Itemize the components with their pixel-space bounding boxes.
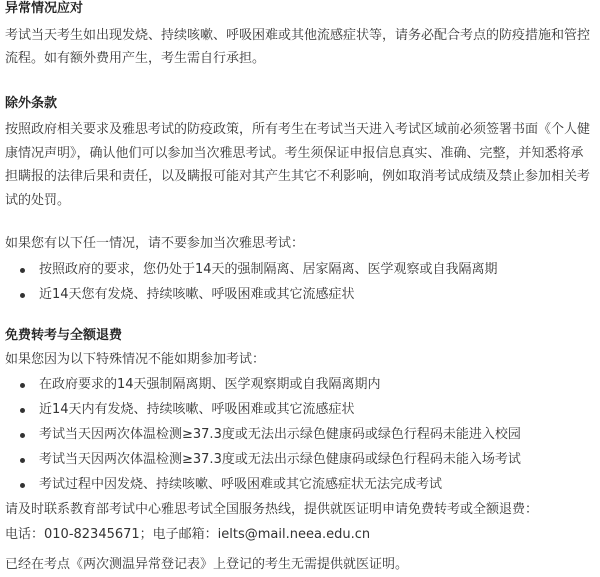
list-item: 考试过程中因发烧、持续咳嗽、呼吸困难或其它流感症状无法完成考试 — [39, 473, 596, 497]
refund-list — [5, 373, 596, 497]
exclusion-heading: 除外条款 — [5, 96, 58, 111]
list-item: 按照政府的要求，您仍处于14天的强制隔离、居家隔离、医学观察或自我隔离期 — [39, 258, 596, 282]
exclusion-text: 按照政府相关要求及雅思考试的防疫政策，所有考生在考试当天进入考试区域前必须签署书面《个人健康情况声明》，确认他们可以参加当次雅思考试。考生须保证申报信息真实、准确、完整，并知悉将承担瞒报的法律后果和责任，以及瞒报可能对其产生其它不利影响，例如取消考试成绩及禁止参加相关考试的处罚。 — [5, 122, 591, 208]
refund-section — [5, 325, 596, 547]
refund-intro: 如果您因为以下特殊情况不能如期参加考试： — [5, 352, 266, 367]
list-item: 考试当天因两次体温检测≥37.3度或无法出示绿色健康码或绿色行程码未能进入校园 — [39, 423, 596, 447]
footer-section — [5, 553, 596, 577]
do-not-attend-section — [5, 232, 596, 307]
refund-contact-line: 电话：010-82345671；电子邮箱：ielts@mail.neea.edu.cn — [5, 527, 371, 542]
abnormal-text: 考试当天考生如出现发烧、持续咳嗽、呼吸困难或其他流感症状等，请务必配合考点的防疫措施和管控流程。如有额外费用产生，考生需自行承担。 — [5, 28, 591, 66]
abnormal-section — [5, 0, 596, 70]
list-item: 考试当天因两次体温检测≥37.3度或无法出示绿色健康码或绿色行程码未能入场考试 — [39, 448, 596, 472]
do-not-attend-list — [5, 258, 596, 307]
list-item: 近14天您有发烧、持续咳嗽、呼吸困难或其它流感症状 — [39, 283, 596, 307]
refund-contact-text: 请及时联系教育部考试中心雅思考试全国服务热线，提供就医证明申请免费转考或全额退费： — [5, 502, 539, 517]
exclusion-section — [5, 93, 596, 212]
list-item: 近14天内有发烧、持续咳嗽、呼吸困难或其它流感症状 — [39, 398, 596, 422]
list-item: 在政府要求的14天强制隔离期、医学观察期或自我隔离期内 — [39, 373, 596, 397]
do-not-attend-intro: 如果您有以下任一情况，请不要参加当次雅思考试： — [5, 236, 305, 251]
abnormal-heading: 异常情况应对 — [5, 1, 84, 16]
footer-note: 已经在考点《两次测温异常登记表》上登记的考生无需提供就医证明。 — [5, 557, 409, 572]
refund-heading: 免费转考与全额退费 — [5, 328, 123, 343]
